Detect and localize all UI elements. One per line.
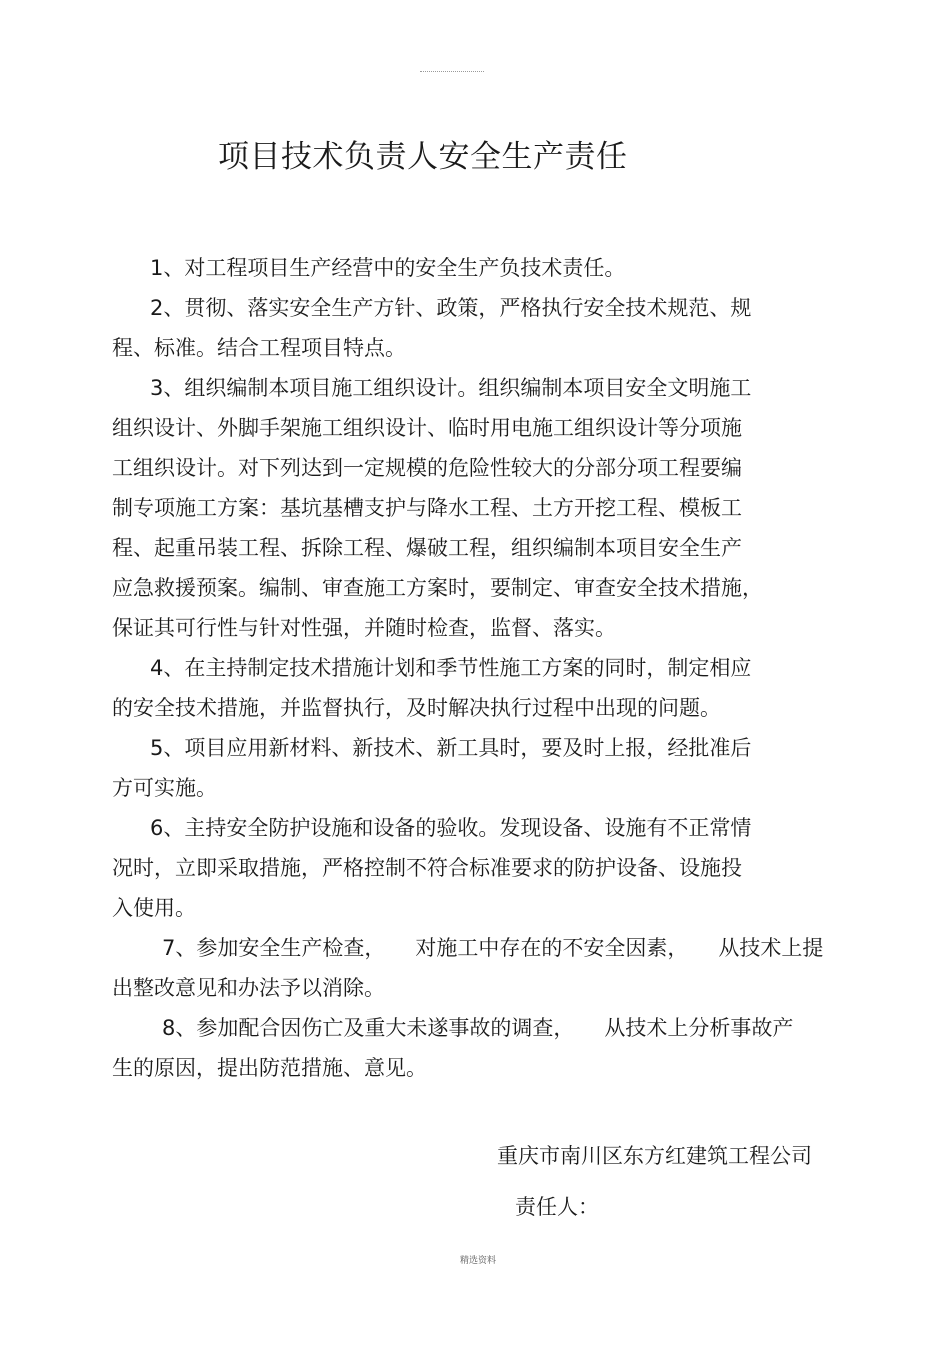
paragraph-line: 程、标准。结合工程项目特点。 [112,336,406,360]
paragraph-line: 3、组织编制本项目施工组织设计。组织编制本项目安全文明施工 [150,376,752,400]
footer-note: 精选资料 [460,1256,497,1266]
text-segment: 从技术上提 [718,936,824,960]
paragraph-line: 程、起重吊装工程、拆除工程、爆破工程，组织编制本项目安全生产 [112,536,742,560]
clause-3 [112,368,832,648]
responsible-person-label: 责任人： [515,1195,599,1219]
paragraph-line: 制专项施工方案：基坑基槽支护与降水工程、土方开挖工程、模板工 [112,496,742,520]
paragraph-line: 保证其可行性与针对性强，并随时检查，监督、落实。 [112,616,616,640]
paragraph-line: 况时，立即采取措施，严格控制不符合标准要求的防护设备、设施投 [112,856,742,880]
paragraph-line: 4、在主持制定技术措施计划和季节性施工方案的同时，制定相应 [150,656,752,680]
paragraph-line: 6、主持安全防护设施和设备的验收。发现设备、设施有不正常情 [150,816,752,840]
text-segment: 从技术上分析事故产 [604,1016,794,1040]
paragraph-line: 2、贯彻、落实安全生产方针、政策，严格执行安全技术规范、规 [150,296,752,320]
clause-2 [112,288,832,368]
paragraph-line: 生的原因，提出防范措施、意见。 [112,1056,427,1080]
paragraph-line: 出整改意见和办法予以消除。 [112,976,385,1000]
document-body [112,248,832,1088]
text-segment: 8、参加配合因伤亡及重大未遂事故的调查， [162,1016,575,1040]
paragraph-line [112,928,832,968]
clause-6 [112,808,832,928]
paragraph-line: 入使用。 [112,896,196,920]
paragraph-line [112,1008,832,1048]
clause-8 [112,1008,832,1088]
company-name: 重庆市南川区东方红建筑工程公司 [497,1144,812,1168]
paragraph-line: 的安全技术措施，并监督执行，及时解决执行过程中出现的问题。 [112,696,721,720]
paragraph-line: 1、对工程项目生产经营中的安全生产负技术责任。 [150,256,626,280]
paragraph-line: 5、项目应用新材料、新技术、新工具时，要及时上报，经批准后 [150,736,752,760]
text-segment: 对施工中存在的不安全因素， [415,936,689,960]
header-rule [420,71,484,72]
text-segment: 7、参加安全生产检查， [162,936,386,960]
clause-1 [112,248,832,288]
paragraph-line: 组织设计、外脚手架施工组织设计、临时用电施工组织设计等分项施 [112,416,742,440]
page-title: 项目技术负责人安全生产责任 [218,139,628,175]
paragraph-line: 工组织设计。对下列达到一定规模的危险性较大的分部分项工程要编 [112,456,742,480]
clause-5 [112,728,832,808]
clause-7 [112,928,832,1008]
paragraph-line: 方可实施。 [112,776,217,800]
paragraph-line: 应急救援预案。编制、审查施工方案时，要制定、审查安全技术措施， [112,576,763,600]
clause-4 [112,648,832,728]
